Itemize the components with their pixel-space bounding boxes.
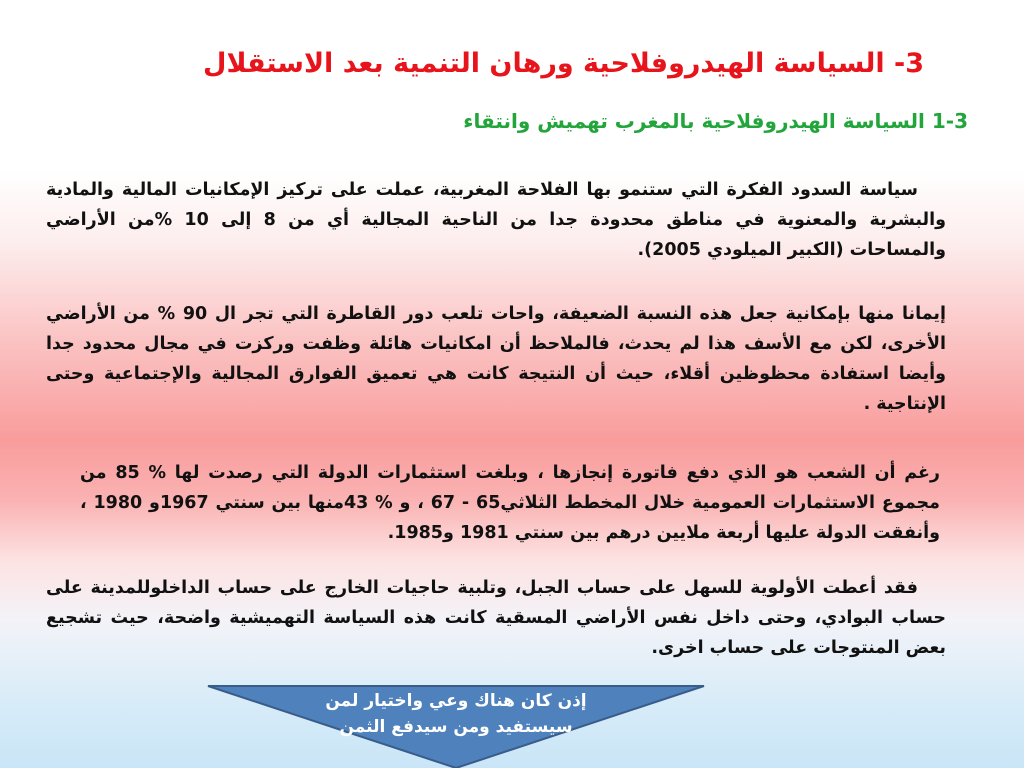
slide-title: 3- السياسة الهيدروفلاحية ورهان التنمية بعد الاستقلال (203, 48, 924, 79)
paragraph-dams-policy (46, 175, 946, 265)
callout-line-1: إذن كان هناك وعي واختيار لمن (325, 691, 587, 711)
paragraph-priorities (46, 573, 946, 663)
paragraph-text: سياسة السدود الفكرة التي ستنمو بها الفلاحة المغربية، عملت على تركيز الإمكانيات المالية والمادية والبشرية والمعنوية في مناطق محدودة جدا من الناحية المجالية أي من 8 إلى 10 %من الأراضي والمساحات (الكبير الميلودي 2005). (46, 180, 946, 260)
callout-text (266, 688, 646, 740)
section-subtitle: 1-3 السياسة الهيدروفلاحية بالمغرب تهميش وانتقاء (463, 109, 968, 133)
callout-line-2: سيستفيد ومن سيدفع الثمن (339, 717, 573, 737)
paragraph-text: رغم أن الشعب هو الذي دفع فاتورة إنجازها ، وبلغت استثمارات الدولة التي رصدت لها % 85 من مجموع الاستثمارات العمومية خلال المخطط الثلاثي65 - 67 ، و % 43منها بين سنتي 1967و 1980 ، وأنفقت الدولة عليها أربعة ملايين درهم بين سنتي 1981 و1985. (80, 463, 941, 543)
paragraph-text: فقد أعطت الأولوية للسهل على حساب الجبل، وتلبية حاجيات الخارج على حساب الداخلوللمدينة على حساب البوادي، وحتى داخل نفس الأراضي المسقية كانت هذه السياسة التهميشية واضحة، حيث تشجيع بعض المنتوجات على حساب اخرى. (46, 578, 946, 658)
paragraph-inequality (46, 299, 946, 419)
paragraph-text: إيمانا منها بإمكانية جعل هذه النسبة الضعيفة، واحات تلعب دور القاطرة التي تجر ال 90 % من الأراضي الأخرى، لكن مع الأسف هذا لم يحدث، فالملاحظ أن امكانيات هائلة وظفت وركزت في مجال محدود جدا وأيضا استفادة محظوظين أقلاء، حيث أن النتيجة كانت هي تعميق الفوارق المجالية والإجتماعية وحتى الإنتاجية . (46, 304, 946, 414)
callout-arrow (206, 684, 706, 768)
paragraph-investments (80, 458, 940, 548)
